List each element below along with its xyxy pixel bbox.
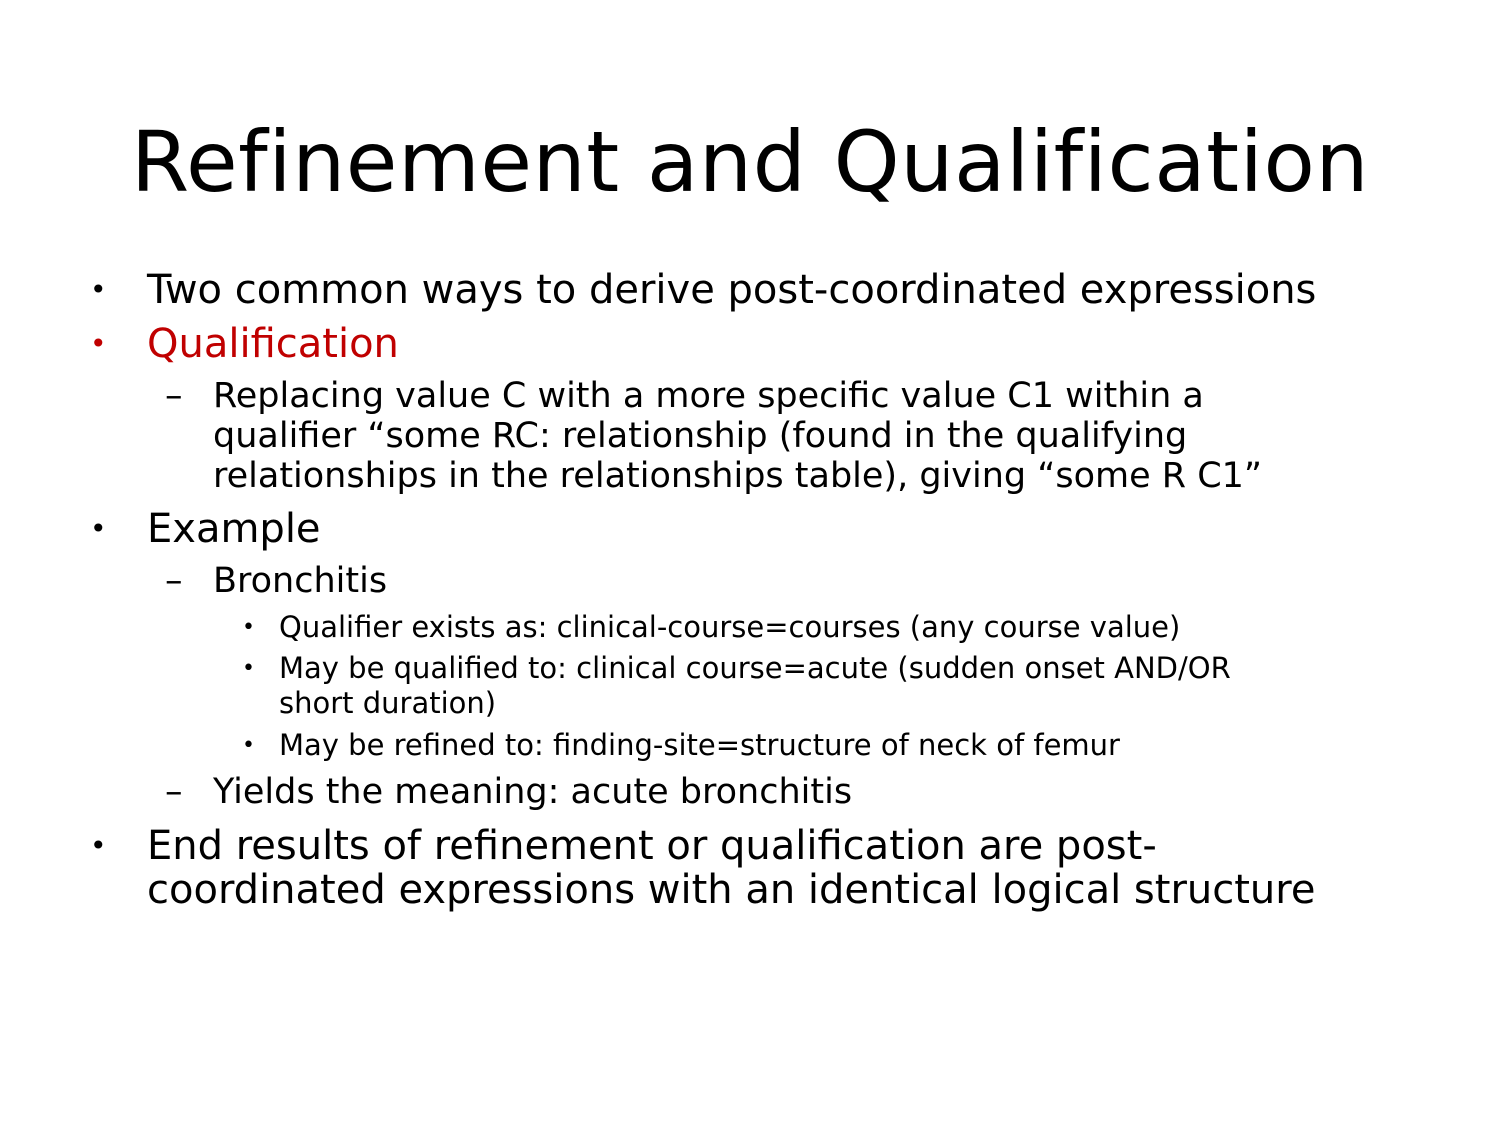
bullet-icon: • [90,273,107,306]
sub-sub-item-line: May be refined to: finding-site=structure of neck of femur [279,728,1120,762]
bullet-text: Qualification [147,321,399,367]
bullet-text-line: End results of refinement or qualification are post- [147,823,1157,869]
sub-sub-item-line: May be qualified to: clinical course=acute (sudden onset AND/OR [279,651,1231,685]
bullet-text: Example [147,506,321,552]
sub-item-line: Replacing value C with a more specific value C1 within a [213,376,1204,416]
sub-item-line: qualifier “some RC: relationship (found in the qualifying [213,416,1188,456]
bullet-icon: • [90,512,107,545]
sub-sub-item-line: Qualifier exists as: clinical-course=courses (any course value) [279,610,1181,644]
bullet-text: Two common ways to derive post-coordinated expressions [147,267,1317,313]
sub-item-line: Yields the meaning: acute bronchitis [213,772,853,812]
bullet-icon: • [242,615,255,640]
sub-item-line: relationships in the relationships table), giving “some R C1” [213,456,1263,496]
bullet-text-line: coordinated expressions with an identical logical structure [147,867,1316,913]
sub-item-line: Bronchitis [213,561,388,601]
dash-icon: – [165,376,183,416]
dash-icon: – [165,561,183,601]
sub-sub-item-line: short duration) [279,686,497,720]
dash-icon: – [165,772,183,812]
slide-title: Refinement and Qualification [130,113,1370,211]
bullet-icon: • [242,656,255,681]
bullet-icon: • [90,829,107,862]
bullet-icon: • [90,327,107,360]
bullet-icon: • [242,733,255,758]
